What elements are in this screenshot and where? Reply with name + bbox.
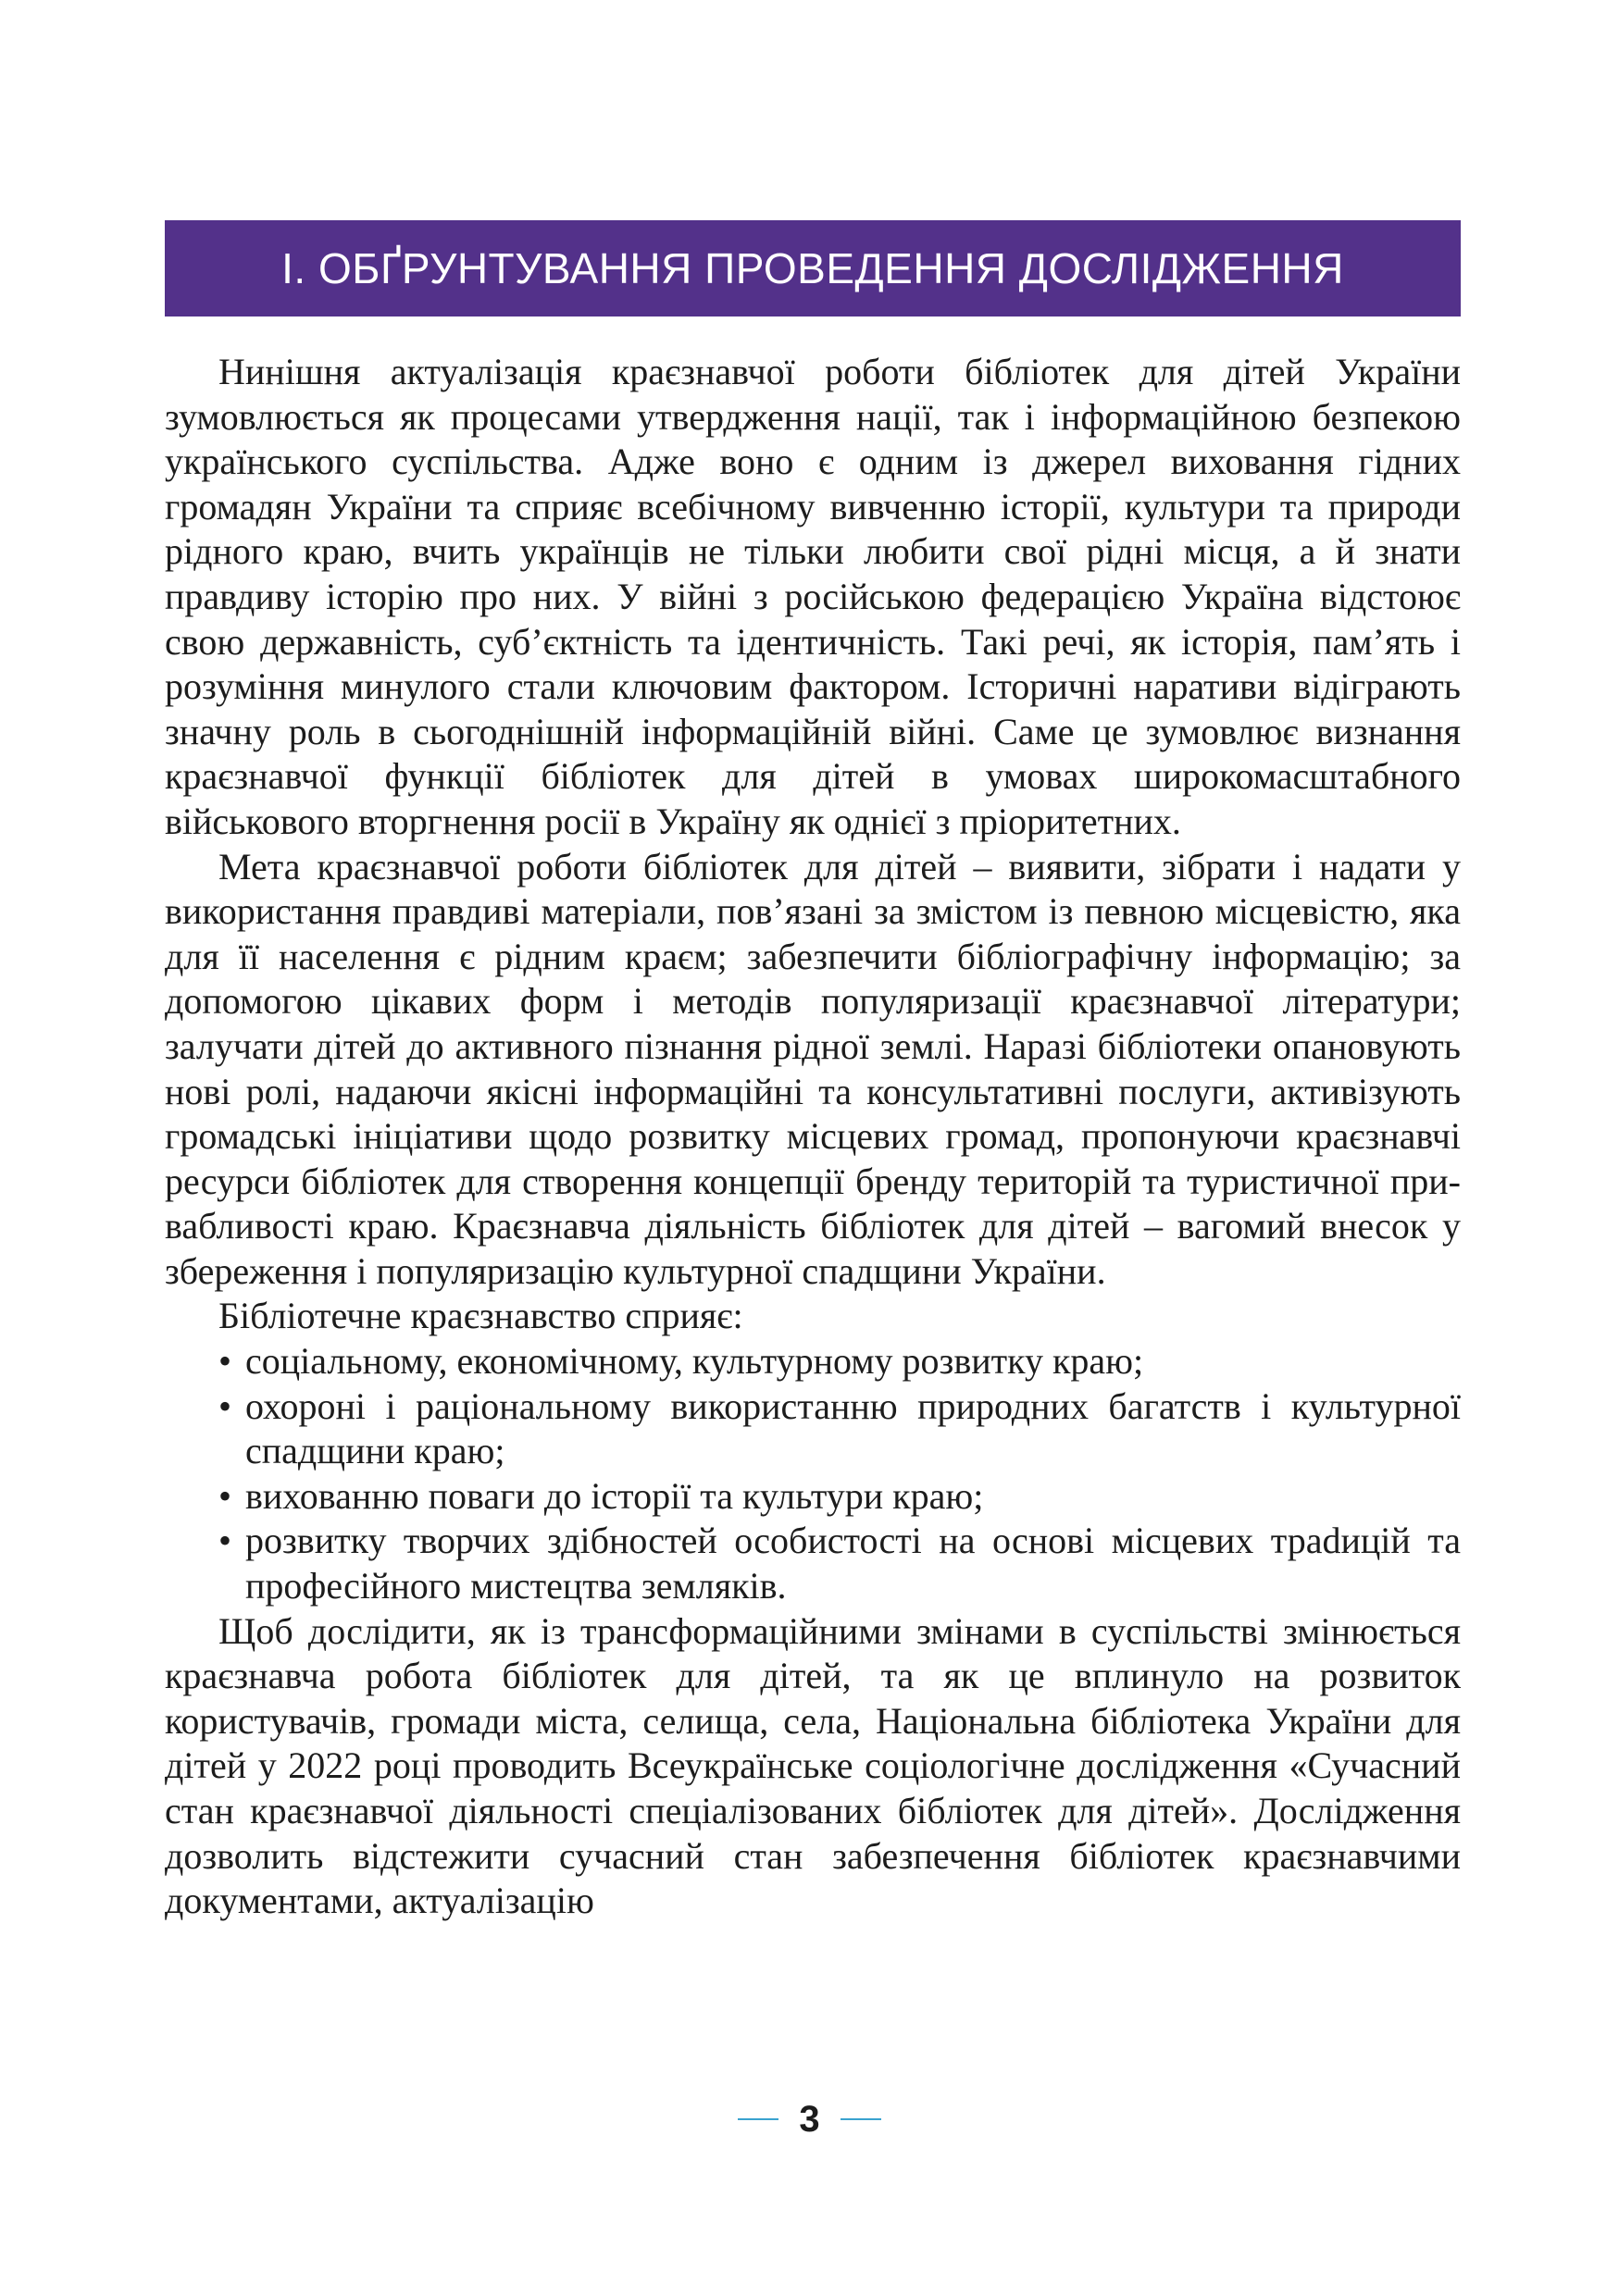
list-item [218,1474,1461,1520]
list-item [218,1519,1461,1608]
list-item-text: охороні і раціональному використанню природних багатств і культурної спадщини краю; [245,1384,1461,1472]
list-item [218,1384,1461,1474]
paragraph-1: Нинішня актуалізація краєзнавчої роботи бібліотек для дітей України зумовлюється як процесами утвердження нації, так і інформаційною безпекою українського суспільства. Адже воно є одним із джерел виховання гідних громадян України та сприяє всебічному вивченню історії, культури та природи рідного краю, вчить українців не тільки любити свої рідні місця, а й знати правдиву історію про них. У війні з російською федерацією Україна відстоює свою державність, суб’єктність та ідентичність. Такі речі, як історія, пам’ять і розуміння минулого стали ключовим фактором. Історичні наративи відіграють значну роль в сьогоднішній інформаційній війні. Саме це зумовлює визнання краєзнавчої функції бібліотек для дітей в умовах широкомасштабного військового вторгнення росії в Україну як однієї з пріоритетних. [165,351,1461,842]
list-intro: Бібліотечне краєзнавство сприяє: [218,1295,743,1337]
page-footer [0,2091,1619,2147]
bullet-list [165,1339,1461,1609]
footer-rule-right [841,2118,881,2120]
list-item-text: соціальному, економічному, культурному розвитку краю; [245,1340,1144,1383]
section-heading-band [165,220,1461,316]
bullet-icon: • [218,1474,232,1517]
section-heading: І. ОБҐРУНТУВАННЯ ПРОВЕДЕННЯ ДОСЛІДЖЕННЯ [281,244,1344,292]
paragraph-2: Мета краєзнавчої роботи бібліотек для дітей – виявити, зібрати і надати у використання правдиві матеріали, пов’язані за змістом із певною місцевістю, яка для її населення є рідним краєм; забезпечити бібліографічну інформацію; за допомогою цікавих форм і методів популяризації краєзнавчої літератури; залучати дітей до активного пізнання рідної землі. Наразі бібліотеки опановують нові ролі, надаючи якісні інформаційні та консультативні послуги, активізують громадські ініціативи щодо розвитку місцевих громад, пропонуючи краєзнавчі ресурси бібліотек для створення концепції бренду територій та туристичної привабливості краю. Краєзнавча діяльність бібліотек для дітей – вагомий внесок у збереження і популяризацію культурної спадщини України. [165,845,1461,1292]
list-item-text: вихованню поваги до історії та культури краю; [245,1474,984,1517]
bullet-icon: • [218,1520,232,1562]
list-item [218,1339,1461,1384]
paragraph-3: Щоб дослідити, як із трансформаційними змінами в суспільстві змінюється краєзнавча робота бібліотек для дітей, та як це вплинуло на розвиток користувачів, громади міста, селища, села, Національна бібліотека України для дітей у 2022 році проводить Всеукраїнське соціологічне дослідження «Сучасний стан краєзнавчої діяльності спеціалізованих бібліотек для дітей». Дослідження дозволить відстежити сучасний стан забезпечення бібліотек краєзнавчими документами, актуалізацію [165,1609,1461,1922]
footer-rule-left [738,2118,778,2120]
page-number: 3 [799,2098,820,2140]
body-text [165,350,1461,1924]
list-item-text: розвитку творчих здібностей особистості на основі місцевих траdицій та професійного мистецтва земляків. [245,1520,1461,1607]
bullet-icon: • [218,1384,232,1427]
bullet-icon: • [218,1340,232,1383]
